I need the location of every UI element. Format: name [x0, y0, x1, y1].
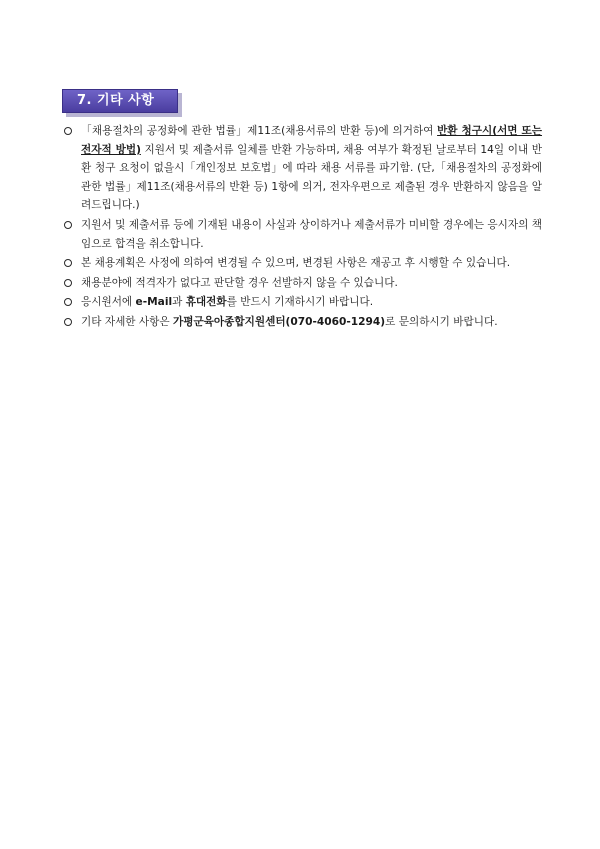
contact-center-emphasis: 가평군육아종합지원센터(070-4060-1294) — [172, 315, 386, 328]
item-text: 채용분야에 적격자가 없다고 판단할 경우 선발하지 않을 수 있습니다. — [81, 276, 398, 289]
circle-bullet-icon — [64, 221, 72, 229]
list-item-plan-changes — [60, 254, 542, 273]
item-text: 기타 자세한 사항은 — [81, 315, 173, 328]
item-text-emphasis: 반환 청구시(서면 또는 전자적 방법) — [81, 125, 543, 156]
notice-list — [60, 122, 542, 333]
item-text: 본 채용계획은 사정에 의하여 변경될 수 있으며, 변경된 사항은 재공고 후 시행할 수 있습니다. — [81, 257, 511, 270]
item-text: 응시원서에 — [81, 296, 136, 309]
item-text: 를 반드시 기재하시기 바랍니다. — [226, 296, 374, 309]
email-emphasis: e-Mail — [135, 296, 173, 309]
phone-emphasis: 휴대전화 — [185, 296, 227, 309]
circle-bullet-icon — [64, 259, 72, 267]
list-item-selection — [60, 274, 542, 293]
item-text: 「채용절차의 공정화에 관한 법률」제11조(채용서류의 반환 등)에 의거하여 — [81, 125, 438, 137]
circle-bullet-icon — [64, 127, 72, 135]
circle-bullet-icon — [64, 279, 72, 287]
section-title: 7. 기타 사항 — [62, 89, 178, 113]
item-text: 지원서 및 제출서류 등에 기재된 내용이 사실과 상이하거나 제출서류가 미비할 경우에는 응시자의 책임으로 합격을 취소합니다. — [81, 218, 542, 250]
item-text: 로 문의하시기 바랍니다. — [385, 315, 498, 328]
item-text: 과 — [172, 296, 186, 309]
circle-bullet-icon — [64, 318, 72, 326]
section-heading — [62, 89, 180, 115]
list-item-return-of-documents — [60, 122, 542, 215]
list-item-contact-info — [60, 293, 542, 312]
list-item-inquiries — [60, 313, 542, 332]
circle-bullet-icon — [64, 298, 72, 306]
item-text: 지원서 및 제출서류 일체를 반환 가능하며, 채용 여부가 확정된 날로부터 14일 이내 반환 청구 요청이 없을시「개인정보 보호법」에 따라 채용 서류를 파기함. (단,「채용절차의 공정화에 관한 법률」제11조(채용서류의 반환 등) 1항에 의거, 전자우편으로 제출된 경우 반환하지 않음을 알려드립니다.) — [81, 143, 542, 212]
list-item-document-accuracy — [60, 216, 542, 253]
